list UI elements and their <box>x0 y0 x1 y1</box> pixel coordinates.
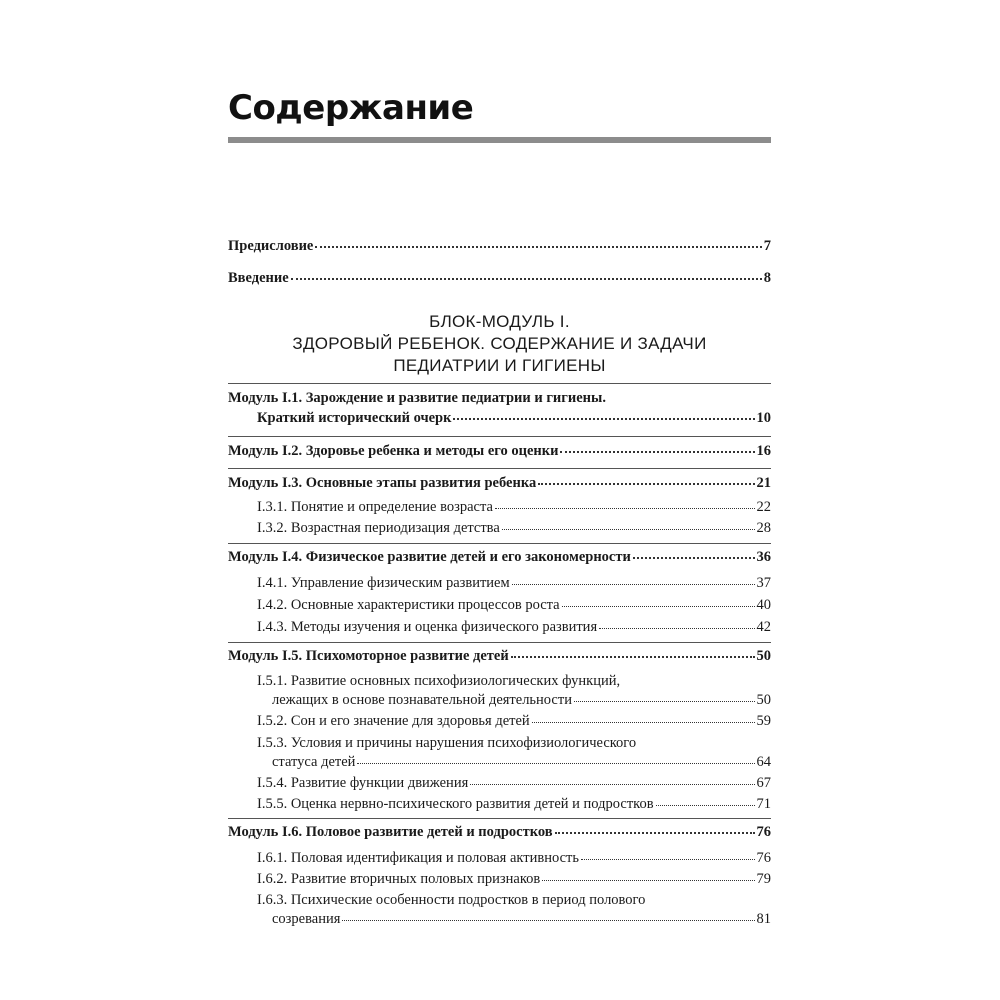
dot-leader <box>562 602 755 607</box>
page-title: Содержание <box>228 88 474 128</box>
page-number: 21 <box>756 475 771 491</box>
dot-leader <box>538 479 754 485</box>
page-number: 28 <box>756 520 771 536</box>
subsection-entry-first-line[interactable] <box>257 890 771 910</box>
toc-entry-text: I.6.1. Половая идентификация и половая активность <box>257 850 579 866</box>
page-number: 42 <box>756 619 771 635</box>
dot-leader <box>357 759 754 764</box>
dot-leader <box>599 624 754 629</box>
dot-leader <box>495 504 755 509</box>
page-number: 36 <box>756 549 771 565</box>
module-heading-first-line[interactable] <box>228 388 771 408</box>
subsection-entry-first-line[interactable] <box>257 733 771 753</box>
dot-leader <box>574 697 755 702</box>
subsection-entry-1-5-3[interactable] <box>272 752 771 772</box>
subsection-entry-1-4-3[interactable] <box>257 617 771 637</box>
toc-entry-text: Модуль I.6. Половое развитие детей и подростков <box>228 824 553 840</box>
toc-entry-text: Модуль I.2. Здоровье ребенка и методы его оценки <box>228 443 559 459</box>
dot-leader <box>453 414 754 420</box>
module-divider <box>228 436 771 437</box>
toc-entry-text: I.5.2. Сон и его значение для здоровья детей <box>257 713 530 729</box>
toc-entry-text: I.5.1. Развитие основных психофизиологических функций, <box>257 673 621 689</box>
subsection-entry-1-4-1[interactable] <box>257 573 771 593</box>
toc-entry-text: I.5.4. Развитие функции движения <box>257 775 469 791</box>
dot-leader <box>633 553 755 559</box>
page-number: 7 <box>763 238 771 254</box>
page-number: 79 <box>756 871 771 887</box>
dot-leader <box>470 780 754 785</box>
toc-entry-text: I.3.2. Возрастная периодизация детства <box>257 520 500 536</box>
block-heading-line-3: ПЕДИАТРИИ И ГИГИЕНЫ <box>393 356 606 375</box>
subsection-entry-1-5-5[interactable] <box>257 794 771 814</box>
module-divider <box>228 642 771 643</box>
subsection-entry-1-5-4[interactable] <box>257 773 771 793</box>
subsection-entry-1-5-1[interactable] <box>272 690 771 710</box>
module-entry-1-3[interactable] <box>228 473 771 493</box>
toc-entry-text: I.5.5. Оценка нервно-психического развития детей и подростков <box>257 796 654 812</box>
toc-entry-text: Модуль I.5. Психомоторное развитие детей <box>228 648 509 664</box>
dot-leader <box>656 801 755 806</box>
module-entry-1-4[interactable] <box>228 547 771 567</box>
dot-leader <box>532 718 755 723</box>
toc-entry-text: лежащих в основе познавательной деятельности <box>272 692 572 708</box>
title-rule <box>228 137 771 143</box>
page-number: 81 <box>756 911 771 927</box>
module-divider <box>228 468 771 469</box>
page-number: 50 <box>756 648 771 664</box>
module-divider <box>228 543 771 544</box>
toc-entry-text: I.4.2. Основные характеристики процессов роста <box>257 597 560 613</box>
page-number: 59 <box>756 713 771 729</box>
module-divider <box>228 818 771 819</box>
page-number: 40 <box>756 597 771 613</box>
dot-leader <box>502 525 755 530</box>
toc-entry-text: Модуль I.3. Основные этапы развития ребенка <box>228 475 537 491</box>
subsection-entry-1-6-3[interactable] <box>272 909 771 929</box>
toc-entry-text: Краткий исторический очерк <box>257 410 452 426</box>
toc-entry-text: Модуль I.1. Зарождение и развитие педиатрии и гигиены. <box>228 390 606 406</box>
block-heading-line-2: ЗДОРОВЫЙ РЕБЕНОК. СОДЕРЖАНИЕ И ЗАДАЧИ <box>292 334 707 353</box>
page-number: 76 <box>756 824 771 840</box>
toc-entry-text: статуса детей <box>272 754 356 770</box>
toc-entry-text: Предисловие <box>228 238 314 254</box>
subsection-entry-1-3-2[interactable] <box>257 518 771 538</box>
dot-leader <box>291 274 762 280</box>
page-number: 76 <box>756 850 771 866</box>
page-number: 71 <box>756 796 771 812</box>
subsection-entry-1-6-2[interactable] <box>257 869 771 889</box>
dot-leader <box>581 855 755 860</box>
module-entry-1-2[interactable] <box>228 441 771 461</box>
subsection-entry-1-3-1[interactable] <box>257 497 771 517</box>
dot-leader <box>555 828 755 834</box>
dot-leader <box>511 652 755 658</box>
page-number: 16 <box>756 443 771 459</box>
subsection-entry-first-line[interactable] <box>257 671 771 691</box>
page-number: 50 <box>756 692 771 708</box>
toc-entry-text: I.4.3. Методы изучения и оценка физического развития <box>257 619 598 635</box>
subsection-entry-1-6-1[interactable] <box>257 848 771 868</box>
module-entry-1-5[interactable] <box>228 646 771 666</box>
toc-entry-text: I.6.2. Развитие вторичных половых признаков <box>257 871 541 887</box>
toc-entry-text: созревания <box>272 911 341 927</box>
subsection-entry-1-4-2[interactable] <box>257 595 771 615</box>
dot-leader <box>315 242 761 248</box>
module-divider <box>228 383 771 384</box>
subsection-entry-1-5-2[interactable] <box>257 711 771 731</box>
page-number: 22 <box>756 499 771 515</box>
page-number: 10 <box>756 410 771 426</box>
toc-entry-text: Модуль I.4. Физическое развитие детей и его закономерности <box>228 549 631 565</box>
dot-leader <box>542 876 754 881</box>
page-number: 37 <box>756 575 771 591</box>
module-entry-1-1[interactable] <box>257 408 771 428</box>
toc-entry-text: I.4.1. Управление физическим развитием <box>257 575 510 591</box>
page-number: 64 <box>756 754 771 770</box>
toc-entry-text: Введение <box>228 270 289 286</box>
page-number: 67 <box>756 775 771 791</box>
module-entry-1-6[interactable] <box>228 822 771 842</box>
dot-leader <box>560 447 754 453</box>
toc-entry-preface[interactable] <box>228 236 771 256</box>
dot-leader <box>342 916 754 921</box>
block-heading-line-1: БЛОК-МОДУЛЬ I. <box>429 312 570 331</box>
toc-entry-text: I.3.1. Понятие и определение возраста <box>257 499 493 515</box>
toc-entry-text: I.6.3. Психические особенности подростков в период полового <box>257 892 646 908</box>
page-number: 8 <box>763 270 771 286</box>
toc-entry-text: I.5.3. Условия и причины нарушения психофизиологического <box>257 735 637 751</box>
toc-entry-introduction[interactable] <box>228 268 771 288</box>
dot-leader <box>512 580 755 585</box>
